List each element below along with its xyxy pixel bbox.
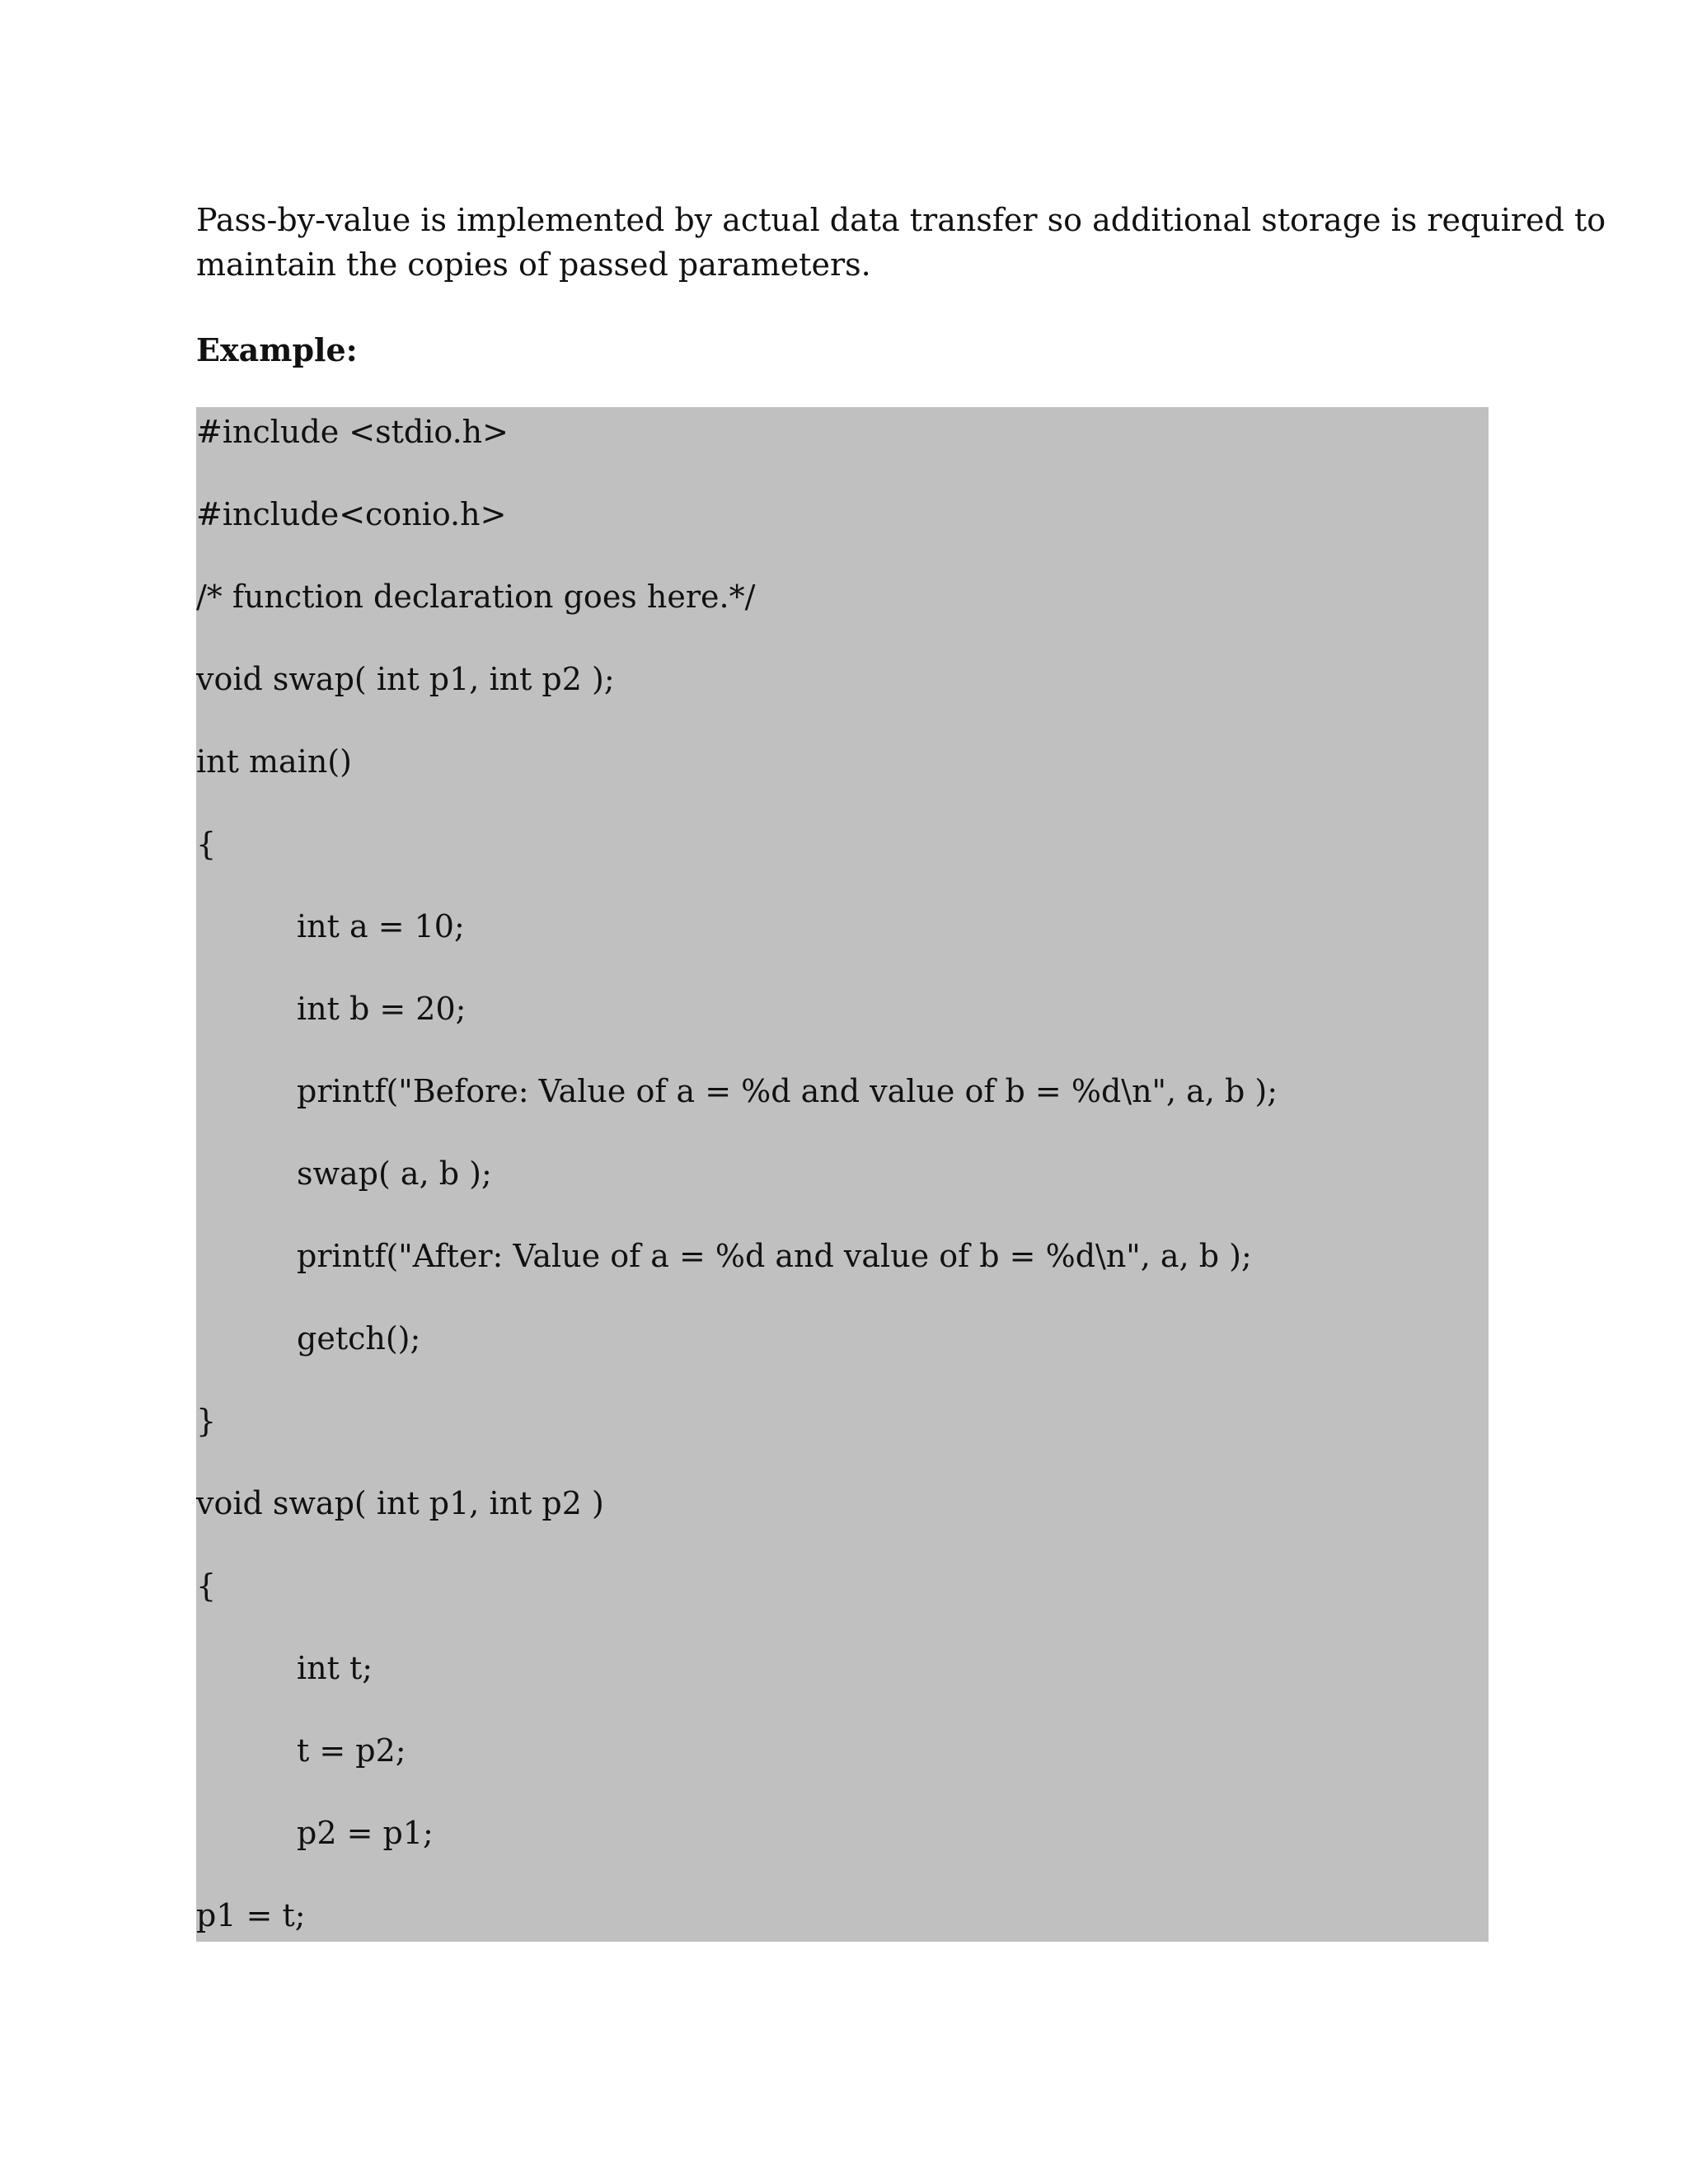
code-line-int-b: int b = 20; [297, 991, 467, 1027]
code-line-int-t: int t; [297, 1650, 373, 1686]
code-line-swap-call: swap( a, b ); [297, 1155, 492, 1192]
code-line-printf-after: printf("After: Value of a = %d and value of b = %d\n", a, b ); [297, 1238, 1252, 1274]
example-heading: Example: [196, 331, 358, 368]
code-line-comment: /* function declaration goes here.*/ [196, 579, 756, 615]
code-line-int-a: int a = 10; [297, 908, 465, 944]
code-line-printf-before: printf("Before: Value of a = %d and value of b = %d\n", a, b ); [297, 1073, 1278, 1109]
code-line-p2-assign: p2 = p1; [297, 1815, 434, 1851]
code-line-getch: getch(); [297, 1320, 421, 1357]
code-line-t-assign: t = p2; [297, 1732, 406, 1769]
code-line-main-close-brace: } [196, 1403, 217, 1439]
intro-line-1: Pass-by-value is implemented by actual data transfer so additional storage is required to [196, 202, 1606, 238]
code-block [196, 407, 1489, 1942]
code-line-swap-declaration: void swap( int p1, int p2 ); [196, 661, 615, 697]
code-line-swap-definition: void swap( int p1, int p2 ) [196, 1485, 604, 1521]
code-line-swap-open-brace: { [196, 1568, 217, 1604]
code-line-p1-assign: p1 = t; [196, 1897, 306, 1933]
code-line-main-signature: int main() [196, 743, 352, 780]
intro-line-2: maintain the copies of passed parameters. [196, 246, 871, 283]
code-line-include-conio: #include<conio.h> [196, 496, 507, 532]
code-line-main-open-brace: { [196, 826, 217, 862]
intro-paragraph [196, 198, 1606, 287]
code-line-include-stdio: #include <stdio.h> [196, 414, 509, 450]
